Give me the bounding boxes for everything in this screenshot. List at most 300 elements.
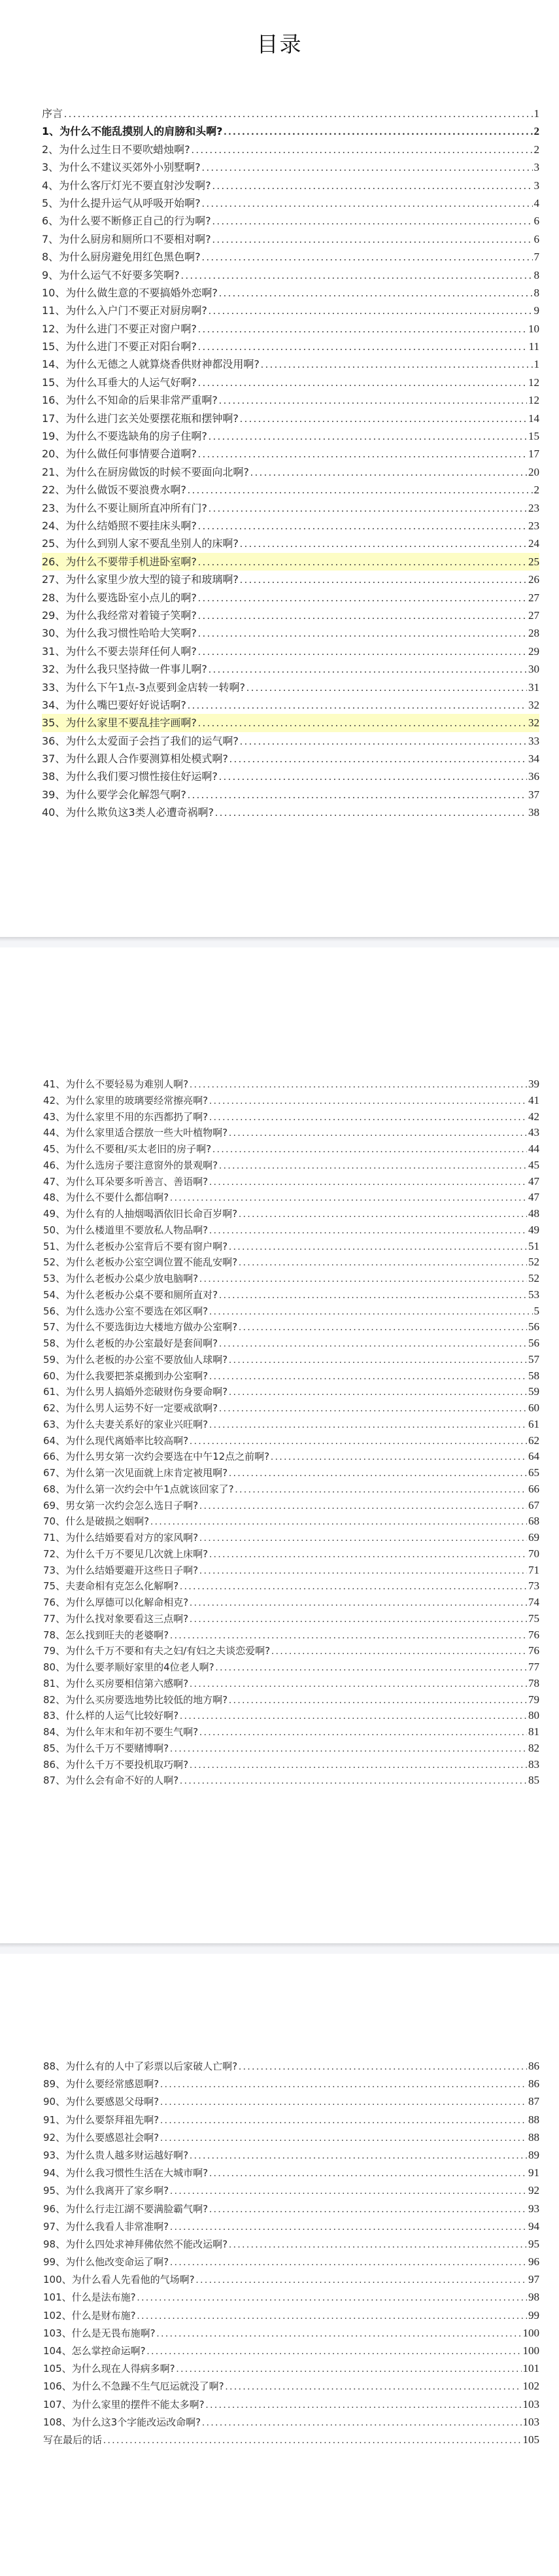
dot-leader bbox=[240, 410, 527, 427]
toc-entry[interactable] bbox=[42, 2164, 539, 2181]
toc-entry[interactable] bbox=[42, 122, 539, 140]
dot-leader bbox=[196, 2272, 527, 2288]
toc-entry-label: 19、为什么不要选缺角的房子住啊? bbox=[42, 430, 207, 443]
toc-entry-label: 48、为什么不要什么都信啊? bbox=[43, 1191, 169, 1204]
toc-entry-label: 2、为什么过生日不要吹蜡烛啊? bbox=[42, 143, 190, 156]
toc-entry[interactable] bbox=[42, 1239, 539, 1255]
toc-entry-label: 38、为什么我们要习惯性接住好运啊? bbox=[42, 770, 218, 783]
toc-entry-label: 49、为什么有的人抽烟喝酒依旧长命百岁啊? bbox=[43, 1208, 238, 1220]
toc-entry-page-number: 48 bbox=[528, 1207, 539, 1220]
toc-entry[interactable] bbox=[42, 248, 539, 266]
dot-leader bbox=[239, 1207, 527, 1222]
toc-entry[interactable] bbox=[42, 410, 539, 427]
dot-leader bbox=[219, 285, 533, 302]
toc-entry-label: 50、为什么楼道里不要放私人物品啊? bbox=[43, 1224, 209, 1236]
toc-entry[interactable] bbox=[42, 266, 539, 284]
toc-entry[interactable] bbox=[42, 1368, 539, 1385]
toc-entry-label: 14、为什么无德之人就算烧香供财神都没用啊? bbox=[42, 358, 260, 371]
toc-entry-label: 105、为什么现在人得病多啊? bbox=[43, 2363, 175, 2375]
toc-entry-label: 101、什么是法布施? bbox=[43, 2291, 136, 2304]
dot-leader bbox=[219, 1401, 527, 1417]
toc-entry-page-number: 11 bbox=[528, 340, 539, 353]
toc-entry-label: 89、为什么要经常感恩啊? bbox=[43, 2078, 160, 2091]
toc-entry[interactable] bbox=[42, 1692, 539, 1708]
toc-entry[interactable] bbox=[42, 2377, 539, 2395]
toc-entry-label: 3、为什么不建议买郊外小别墅啊? bbox=[42, 161, 201, 174]
toc-entry-label: 25、为什么到别人家不要乱坐别人的床啊? bbox=[42, 537, 239, 550]
toc-entry[interactable] bbox=[42, 2324, 539, 2342]
toc-entry-label: 100、为什么看人先看他的气场啊? bbox=[43, 2274, 195, 2286]
toc-entry[interactable] bbox=[42, 2342, 539, 2359]
dot-leader bbox=[180, 1579, 527, 1595]
toc-entry-page-number: 9 bbox=[534, 304, 539, 317]
toc-entry-label: 92、为什么要感恩社会啊? bbox=[43, 2131, 160, 2144]
toc-entry[interactable] bbox=[42, 1449, 539, 1465]
toc-entry[interactable] bbox=[42, 1595, 539, 1611]
toc-entry-page-number: 97 bbox=[528, 2273, 539, 2286]
toc-entry[interactable] bbox=[42, 732, 539, 750]
toc-entry[interactable] bbox=[42, 2200, 539, 2217]
dot-leader bbox=[226, 2378, 522, 2395]
toc-entry-page-number: 47 bbox=[528, 1174, 539, 1188]
dot-leader bbox=[229, 750, 527, 768]
toc-entry-label: 53、为什么老板办公桌少放电脑啊? bbox=[43, 1273, 199, 1284]
toc-entry-page-number: 64 bbox=[528, 1450, 539, 1463]
toc-entry[interactable] bbox=[42, 589, 539, 607]
toc-entry[interactable] bbox=[42, 2431, 539, 2448]
dot-leader bbox=[209, 428, 527, 445]
toc-entry[interactable] bbox=[42, 535, 539, 552]
dot-leader bbox=[212, 213, 533, 230]
dot-leader bbox=[209, 1417, 527, 1433]
toc-entry-label: 37、为什么跟人合作要测算相处模式啊? bbox=[42, 752, 228, 766]
toc-entry[interactable] bbox=[42, 607, 539, 624]
toc-entry-page-number: 6 bbox=[534, 215, 539, 228]
toc-entry[interactable] bbox=[42, 1611, 539, 1627]
dot-leader bbox=[271, 1644, 527, 1659]
toc-entry[interactable] bbox=[42, 1157, 539, 1174]
toc-entry[interactable] bbox=[42, 786, 539, 803]
toc-entry[interactable] bbox=[42, 2253, 539, 2270]
toc-entry[interactable] bbox=[42, 2395, 539, 2413]
toc-entry[interactable] bbox=[42, 1287, 539, 1303]
toc-entry-label: 32、为什么我只坚持做一件事儿啊? bbox=[42, 663, 207, 676]
dot-leader bbox=[188, 786, 527, 803]
dot-leader bbox=[209, 1369, 527, 1385]
dot-leader bbox=[170, 1741, 527, 1757]
toc-entry[interactable] bbox=[42, 445, 539, 463]
toc-entry-label: 41、为什么不要轻易为难别人啊? bbox=[43, 1078, 189, 1090]
toc-entry-label: 96、为什么行走江湖不要满脸霸气啊? bbox=[43, 2202, 209, 2215]
toc-entry-label: 94、为什么我习惯性生活在大城市啊? bbox=[43, 2167, 209, 2179]
toc-entry-label: 15、为什么耳垂大的人运气好啊? bbox=[42, 376, 197, 389]
toc-entry[interactable] bbox=[42, 553, 539, 571]
toc-entry[interactable] bbox=[42, 1627, 539, 1644]
toc-entry-page-number: 37 bbox=[528, 788, 539, 801]
dot-leader bbox=[209, 1110, 527, 1125]
toc-entry-label: 75、夫妻命相有克怎么化解啊? bbox=[43, 1580, 179, 1593]
toc-entry-label: 86、为什么千万不要投机取巧啊? bbox=[43, 1758, 189, 1771]
toc-entry-page-number: 87 bbox=[528, 2095, 539, 2108]
toc-entry-label: 15、为什么进门不要正对阳台啊? bbox=[42, 340, 197, 353]
toc-entry-label: 91、为什么要祭拜祖先啊? bbox=[43, 2113, 160, 2126]
dot-leader bbox=[199, 1498, 527, 1514]
dot-leader bbox=[160, 2076, 527, 2092]
toc-entry-page-number: 41 bbox=[528, 1093, 539, 1106]
toc-entry[interactable] bbox=[42, 2359, 539, 2377]
toc-entry[interactable] bbox=[42, 2146, 539, 2164]
toc-entry[interactable] bbox=[42, 355, 539, 373]
toc-entry[interactable] bbox=[42, 194, 539, 212]
toc-entry[interactable] bbox=[42, 1076, 539, 1093]
dot-leader bbox=[212, 231, 533, 248]
toc-entry-page-number: 7 bbox=[534, 251, 539, 264]
toc-entry[interactable] bbox=[42, 1319, 539, 1335]
toc-entry-page-number: 1 bbox=[534, 107, 539, 120]
toc-entry-label: 43、为什么家里不用的东西都扔了啊? bbox=[43, 1110, 209, 1123]
toc-entry-label: 4、为什么客厅灯光不要直射沙发啊? bbox=[42, 179, 211, 192]
toc-entry-page-number: 12 bbox=[528, 376, 539, 389]
toc-entry-label: 71、为什么结婚要看对方的家风啊? bbox=[43, 1532, 199, 1544]
dot-leader bbox=[150, 1514, 527, 1530]
toc-entry-page-number: 56 bbox=[528, 1320, 539, 1333]
toc-entry[interactable] bbox=[42, 768, 539, 785]
dot-leader bbox=[190, 1612, 527, 1627]
toc-entry-label: 66、为什么男女第一次约会要选在中午12点之前啊? bbox=[43, 1451, 270, 1463]
dot-leader bbox=[190, 1757, 527, 1773]
dot-leader bbox=[235, 1482, 527, 1498]
toc-entry[interactable] bbox=[42, 1433, 539, 1449]
toc-entry[interactable] bbox=[42, 1530, 539, 1546]
dot-leader bbox=[219, 1336, 527, 1352]
toc-entry[interactable] bbox=[42, 338, 539, 355]
toc-entry[interactable] bbox=[42, 1352, 539, 1368]
dot-leader bbox=[198, 554, 527, 571]
toc-entry-page-number: 8 bbox=[534, 268, 539, 281]
dot-leader bbox=[250, 464, 527, 481]
toc-entry[interactable] bbox=[42, 1708, 539, 1724]
toc-entry-label: 42、为什么家里的玻璃要经常擦亮啊? bbox=[43, 1094, 209, 1106]
toc-entry-label: 1、为什么不能乱摸别人的肩膀和头啊? bbox=[42, 125, 223, 138]
toc-entry-page-number: 78 bbox=[528, 1676, 539, 1689]
toc-entry[interactable] bbox=[42, 624, 539, 642]
dot-leader bbox=[198, 607, 527, 624]
toc-entry-page-number: 17 bbox=[528, 448, 539, 461]
dot-leader bbox=[202, 195, 533, 212]
dot-leader bbox=[271, 1449, 527, 1465]
dot-leader bbox=[137, 2289, 527, 2306]
toc-entry-page-number: 57 bbox=[528, 1352, 539, 1366]
toc-entry-page-number: 60 bbox=[528, 1402, 539, 1414]
toc-entry[interactable] bbox=[42, 105, 539, 122]
toc-entry-page-number: 85 bbox=[528, 1774, 539, 1787]
dot-leader bbox=[198, 374, 527, 391]
toc-entry-page-number: 76 bbox=[528, 1644, 539, 1657]
toc-entry[interactable] bbox=[42, 1643, 539, 1659]
toc-entry-page-number: 83 bbox=[528, 1757, 539, 1771]
dot-leader bbox=[206, 2397, 522, 2413]
toc-entry[interactable] bbox=[42, 643, 539, 660]
toc-entry-page-number: 105 bbox=[522, 2433, 539, 2446]
toc-entry-label: 98、为什么四处求神拜佛依然不能改运啊? bbox=[43, 2238, 228, 2250]
toc-entry[interactable] bbox=[42, 571, 539, 588]
toc-entry-page-number: 42 bbox=[528, 1110, 539, 1123]
toc-entry[interactable] bbox=[42, 1562, 539, 1579]
toc-entry-page-number: 100 bbox=[522, 2326, 539, 2339]
toc-entry[interactable] bbox=[42, 177, 539, 194]
dot-leader bbox=[202, 159, 533, 176]
dot-leader bbox=[209, 1174, 527, 1190]
toc-entry-label: 10、为什么做生意的不要搞婚外恋啊? bbox=[42, 286, 218, 299]
toc-entry-page-number: 10 bbox=[528, 322, 539, 335]
toc-entry-page-number: 80 bbox=[528, 1709, 539, 1722]
toc-entry-label: 69、男女第一次约会怎么选日子啊? bbox=[43, 1499, 199, 1511]
toc-entry[interactable] bbox=[42, 1659, 539, 1676]
dot-leader bbox=[137, 2308, 527, 2324]
toc-entry-page-number: 4 bbox=[534, 196, 539, 209]
dot-leader bbox=[212, 177, 533, 194]
toc-entry[interactable] bbox=[42, 284, 539, 302]
toc-entry[interactable] bbox=[42, 1303, 539, 1320]
dot-leader bbox=[229, 1239, 527, 1255]
toc-entry-page-number: 73 bbox=[528, 1579, 539, 1593]
toc-entry-label: 83、什么样的人运气比较好啊? bbox=[43, 1710, 179, 1722]
toc-entry[interactable] bbox=[42, 1417, 539, 1433]
toc-entry[interactable] bbox=[42, 2057, 539, 2075]
dot-leader bbox=[199, 1530, 527, 1546]
document-page-2 bbox=[0, 947, 559, 1943]
toc-entry[interactable] bbox=[42, 2128, 539, 2146]
toc-entry-label: 45、为什么不要租/买太老旧的房子啊? bbox=[43, 1143, 212, 1155]
toc-entry[interactable] bbox=[42, 1271, 539, 1287]
dot-leader bbox=[212, 1142, 527, 1157]
dot-leader bbox=[199, 1725, 527, 1740]
toc-entry[interactable] bbox=[42, 2092, 539, 2110]
toc-entry-page-number: 14 bbox=[528, 412, 539, 425]
toc-entry-label: 95、为什么我离开了家乡啊? bbox=[43, 2185, 169, 2197]
toc-entry-page-number: 62 bbox=[528, 1434, 539, 1447]
dot-leader bbox=[198, 446, 527, 463]
toc-entry-page-number: 88 bbox=[528, 2130, 539, 2144]
toc-entry[interactable] bbox=[42, 302, 539, 319]
toc-entry-page-number: 8 bbox=[534, 286, 539, 299]
toc-entry[interactable] bbox=[42, 1481, 539, 1498]
dot-leader bbox=[209, 1223, 527, 1239]
toc-entry-page-number: 95 bbox=[528, 2237, 539, 2250]
dot-leader bbox=[229, 1352, 527, 1368]
toc-entry[interactable] bbox=[42, 696, 539, 714]
dot-leader bbox=[240, 535, 527, 552]
toc-entry[interactable] bbox=[42, 2270, 539, 2288]
dot-leader bbox=[219, 1288, 527, 1303]
toc-entry-label: 78、怎么找到旺夫的老婆啊? bbox=[43, 1629, 169, 1641]
toc-entry[interactable] bbox=[42, 750, 539, 768]
toc-entry-page-number: 2 bbox=[534, 484, 539, 497]
dot-leader bbox=[177, 2361, 522, 2377]
toc-entry-page-number: 45 bbox=[528, 1158, 539, 1171]
toc-entry[interactable] bbox=[42, 2217, 539, 2235]
toc-entry-label: 79、为什么千万不要和有夫之妇/有妇之夫谈恋爱啊? bbox=[43, 1645, 271, 1657]
toc-entry[interactable] bbox=[42, 1465, 539, 1481]
toc-entry-label: 59、为什么老板的办公室不要放仙人球啊? bbox=[43, 1353, 228, 1366]
dot-leader bbox=[209, 2165, 527, 2181]
toc-entry[interactable] bbox=[42, 1384, 539, 1400]
dot-leader bbox=[229, 1125, 527, 1141]
toc-entry-label: 84、为什么年末和年初不要生气啊? bbox=[43, 1726, 199, 1738]
toc-entry-page-number: 76 bbox=[528, 1628, 539, 1641]
toc-entry-page-number: 102 bbox=[522, 2380, 539, 2393]
toc-entry[interactable] bbox=[42, 2181, 539, 2199]
toc-entry[interactable] bbox=[42, 1740, 539, 1757]
toc-entry-label: 39、为什么要学会化解怨气啊? bbox=[42, 788, 186, 801]
toc-entry[interactable] bbox=[42, 1757, 539, 1773]
toc-entry-label: 17、为什么进门玄关处要摆花瓶和摆钟啊? bbox=[42, 412, 239, 425]
toc-entry[interactable] bbox=[42, 141, 539, 158]
toc-entry-label: 62、为什么男人运势不好一定要戒欲啊? bbox=[43, 1402, 218, 1414]
toc-entry[interactable] bbox=[42, 1335, 539, 1352]
toc-entry-label: 6、为什么要不断修正自己的行为啊? bbox=[42, 215, 211, 228]
toc-entry-page-number: 69 bbox=[528, 1531, 539, 1544]
page-separator bbox=[0, 1943, 559, 1954]
toc-entry-page-number: 65 bbox=[528, 1466, 539, 1479]
dot-leader bbox=[198, 715, 527, 732]
toc-entry[interactable] bbox=[42, 803, 539, 821]
dot-leader bbox=[64, 105, 532, 122]
toc-entry-page-number: 88 bbox=[528, 2113, 539, 2126]
toc-entry-label: 56、为什么选办公室不要选在郊区啊? bbox=[43, 1305, 209, 1317]
dot-leader bbox=[147, 2343, 522, 2359]
toc-entry-page-number: 49 bbox=[528, 1223, 539, 1236]
toc-entry[interactable] bbox=[42, 230, 539, 248]
toc-entry[interactable] bbox=[42, 1578, 539, 1595]
toc-entry[interactable] bbox=[42, 499, 539, 517]
toc-entry-page-number: 29 bbox=[528, 644, 539, 658]
toc-entry[interactable] bbox=[42, 1109, 539, 1125]
dot-leader bbox=[180, 1708, 527, 1724]
toc-entry[interactable] bbox=[42, 1513, 539, 1530]
toc-entry-label: 9、为什么运气不好要多笑啊? bbox=[42, 268, 180, 281]
toc-entry[interactable] bbox=[42, 1174, 539, 1190]
toc-entry[interactable] bbox=[42, 1206, 539, 1222]
dot-leader bbox=[209, 1304, 532, 1320]
toc-entry[interactable] bbox=[42, 660, 539, 678]
toc-entry-label: 87、为什么会有命不好的人啊? bbox=[43, 1774, 179, 1787]
toc-entry-page-number: 53 bbox=[528, 1288, 539, 1301]
toc-entry-label: 27、为什么家里少放大型的镜子和玻璃啊? bbox=[42, 573, 239, 586]
dot-leader bbox=[261, 356, 533, 373]
toc-entry[interactable] bbox=[42, 1546, 539, 1562]
toc-entry[interactable] bbox=[42, 212, 539, 230]
toc-entry-page-number: 47 bbox=[528, 1191, 539, 1204]
toc-entry-page-number: 96 bbox=[528, 2255, 539, 2268]
toc-entry-page-number: 24 bbox=[528, 537, 539, 550]
toc-entry-page-number: 20 bbox=[528, 465, 539, 478]
toc-entry[interactable] bbox=[42, 158, 539, 176]
toc-entry[interactable] bbox=[42, 1724, 539, 1740]
toc-entry-label: 107、为什么家里的摆件不能太多啊? bbox=[43, 2398, 205, 2410]
toc-entry-page-number: 89 bbox=[528, 2148, 539, 2161]
toc-entry[interactable] bbox=[42, 427, 539, 445]
toc-entry-page-number: 32 bbox=[528, 716, 539, 730]
toc-list bbox=[42, 105, 539, 822]
toc-list bbox=[42, 1076, 539, 1789]
toc-entry-page-number: 81 bbox=[528, 1725, 539, 1738]
toc-entry[interactable] bbox=[42, 463, 539, 481]
toc-entry-page-number: 28 bbox=[528, 627, 539, 640]
dot-leader bbox=[160, 2130, 527, 2146]
toc-entry[interactable] bbox=[42, 1125, 539, 1141]
toc-entry[interactable] bbox=[42, 1498, 539, 1514]
toc-entry-page-number: 67 bbox=[528, 1498, 539, 1511]
toc-entry[interactable] bbox=[42, 1676, 539, 1692]
toc-entry[interactable] bbox=[42, 1222, 539, 1239]
toc-entry-label: 16、为什么不知命的后果非常严重啊? bbox=[42, 394, 218, 407]
toc-entry-page-number: 38 bbox=[528, 806, 539, 819]
dot-leader bbox=[198, 321, 527, 338]
toc-entry-label: 12、为什么进门不要正对窗户啊? bbox=[42, 322, 197, 335]
toc-entry-label: 103、什么是无畏布施啊? bbox=[43, 2327, 156, 2339]
toc-entry[interactable] bbox=[42, 320, 539, 338]
dot-leader bbox=[229, 1385, 527, 1400]
toc-entry[interactable] bbox=[42, 481, 539, 499]
toc-entry[interactable] bbox=[42, 374, 539, 391]
toc-entry-label: 35、为什么家里不要乱挂字画啊? bbox=[42, 716, 197, 730]
toc-entry-label: 34、为什么嘴巴要好好说话啊? bbox=[42, 698, 186, 711]
toc-entry[interactable] bbox=[42, 1254, 539, 1271]
toc-entry-label: 70、什么是破损之姻啊? bbox=[43, 1515, 150, 1528]
dot-leader bbox=[239, 1255, 527, 1271]
toc-entry[interactable] bbox=[42, 679, 539, 696]
toc-entry[interactable] bbox=[42, 714, 539, 732]
toc-entry[interactable] bbox=[42, 517, 539, 535]
toc-entry-page-number: 39 bbox=[528, 1078, 539, 1090]
toc-entry[interactable] bbox=[42, 391, 539, 409]
toc-entry-label: 97、为什么我看人非常准啊? bbox=[43, 2220, 169, 2232]
toc-entry-page-number: 58 bbox=[528, 1369, 539, 1382]
toc-entry[interactable] bbox=[42, 1141, 539, 1157]
toc-entry-page-number: 52 bbox=[528, 1256, 539, 1269]
toc-entry-label: 29、为什么我经常对着镜子笑啊? bbox=[42, 609, 197, 622]
toc-entry[interactable] bbox=[42, 1400, 539, 1417]
dot-leader bbox=[229, 1693, 527, 1708]
toc-entry[interactable] bbox=[42, 2235, 539, 2253]
toc-entry-page-number: 36 bbox=[528, 770, 539, 783]
toc-entry[interactable] bbox=[42, 2306, 539, 2324]
dot-leader bbox=[219, 768, 527, 785]
toc-entry-label: 26、为什么不要带手机进卧室啊? bbox=[42, 555, 197, 568]
toc-entry[interactable] bbox=[42, 2075, 539, 2092]
toc-entry-label: 80、为什么要孝顺好家里的4位老人啊? bbox=[43, 1661, 214, 1673]
dot-leader bbox=[160, 2112, 527, 2128]
toc-entry-page-number: 3 bbox=[534, 179, 539, 192]
toc-entry[interactable] bbox=[42, 2413, 539, 2431]
toc-entry[interactable] bbox=[42, 1773, 539, 1789]
toc-entry[interactable] bbox=[42, 2288, 539, 2306]
toc-entry-page-number: 43 bbox=[528, 1126, 539, 1139]
toc-entry-label: 47、为什么耳朵要多听善言、善语啊? bbox=[43, 1175, 209, 1188]
toc-entry[interactable] bbox=[42, 2111, 539, 2128]
dot-leader bbox=[190, 1676, 527, 1692]
dot-leader bbox=[209, 302, 533, 319]
toc-entry-page-number: 94 bbox=[528, 2219, 539, 2232]
toc-entry-page-number: 103 bbox=[522, 2397, 539, 2410]
toc-entry-page-number: 101 bbox=[522, 2362, 539, 2375]
toc-entry-page-number: 52 bbox=[528, 1272, 539, 1284]
toc-entry[interactable] bbox=[42, 1190, 539, 1206]
dot-leader bbox=[240, 733, 527, 750]
dot-leader bbox=[103, 2432, 521, 2448]
toc-entry[interactable] bbox=[42, 1093, 539, 1109]
